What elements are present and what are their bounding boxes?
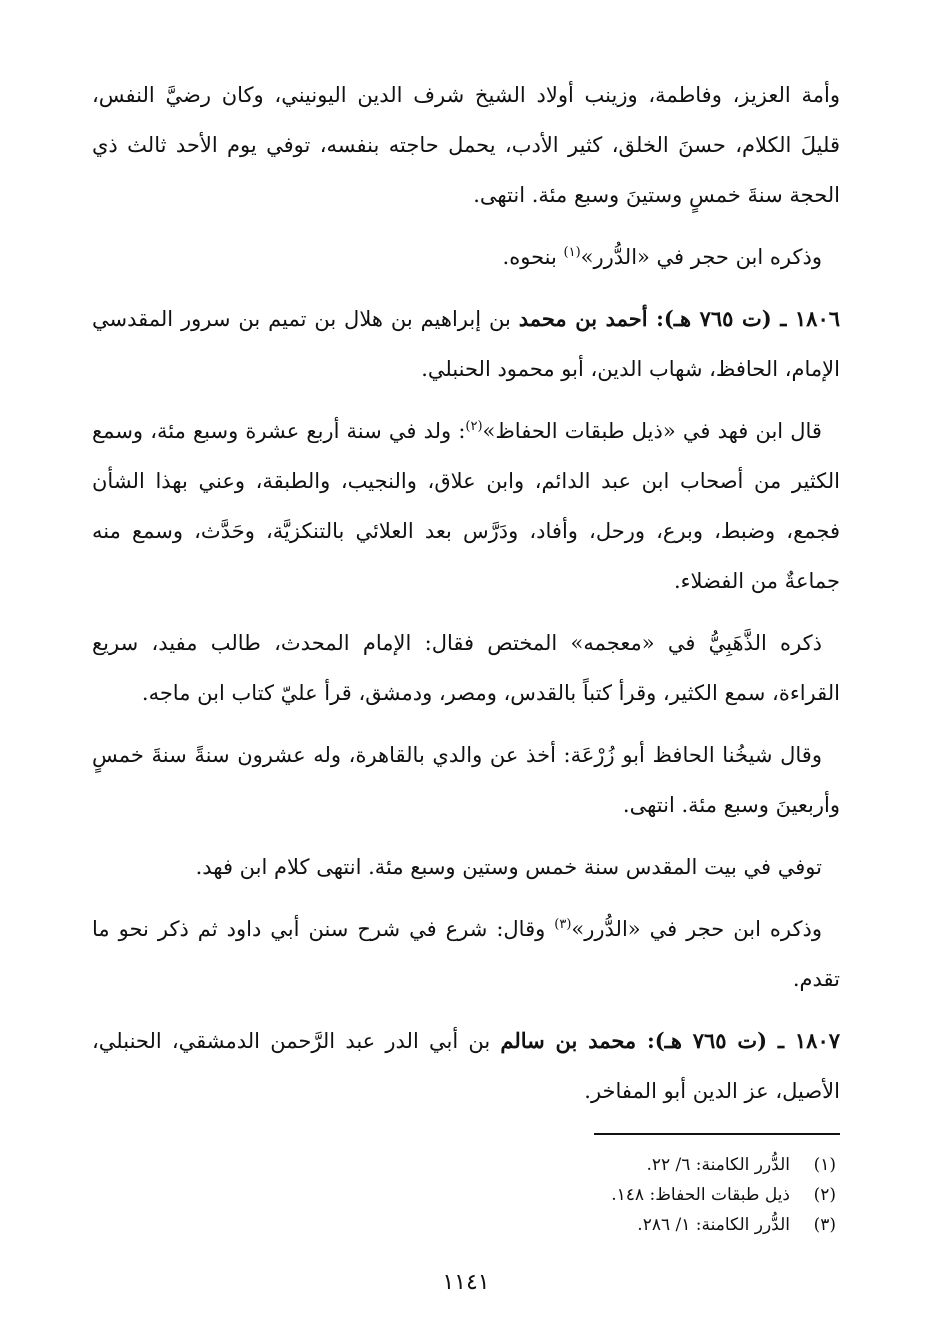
entry-1807-text: بن أبي الدر عبد الرَّحمن الدمشقي، الحنبلي، الأصيل، عز الدين أبو المفاخر. [92,1029,840,1103]
paragraph-7: توفي في بيت المقدس سنة خمس وستين وسبع مئة. انتهى كلام ابن فهد. [195,855,822,879]
paragraph-4-end: : ولد في سنة أربع عشرة وسبع مئة، وسمع الكثير من أصحاب ابن عبد الدائم، وابن علاق، والنجيب، والطبقة، وعني بهذا الشأن فجمع، وضبط، وبرع، ورحل، وأفاد، ودَرَّس بعد العلائي بالتنكزيَّة، وحَدَّث، وسمع منه جماعةٌ من الفضلاء. [92,419,840,593]
entry-1807 [92,1016,840,1116]
paragraph-8-text: وذكره ابن حجر في «الدُّرر» [571,917,822,941]
entry-1806-text: بن إبراهيم بن هلال بن تميم بن سرور المقدسي الإمام، الحافظ، شهاب الدين، أبو محمود الحنبلي. [92,307,840,381]
paragraph-2 [92,232,840,282]
footnote-number: (٣) [813,1215,836,1235]
footnote-text: الدُّرر الكامنة: ١/ ٢٨٦. [637,1215,790,1235]
entry-1806 [92,294,840,394]
paragraph-6: وقال شيخُنا الحافظ أبو زُرْعَة: أخذ عن والدي بالقاهرة، وله عشرون سنةً سنةَ خمسٍ وأربعينَ وسبع مئة. انتهى. [92,743,840,817]
footnote-divider [594,1133,840,1135]
footnote-ref-1: (١) [563,245,581,260]
paragraph-8 [92,904,840,1004]
paragraph-4-text: قال ابن فهد في «ذيل طبقات الحفاظ» [482,419,822,443]
entry-1807-heading: ١٨٠٧ ـ (ت ٧٦٥ هـ): محمد بن سالم [500,1028,841,1053]
footnote-text: الدُّرر الكامنة: ٦/ ٢٢. [646,1155,790,1175]
page-number: ١١٤١ [442,1270,490,1295]
paragraph-4 [92,406,840,606]
entry-1806-heading: ١٨٠٦ ـ (ت ٧٦٥ هـ): أحمد بن محمد [518,306,841,331]
paragraph-5: ذكره الذَّهَبِيُّ في «معجمه» المختص فقال: الإمام المحدث، طالب مفيد، سريع القراءة، سمع الكثير، وقرأ كتباً بالقدس، ومصر، ودمشق، قرأ عليّ كتاب ابن ماجه. [92,631,840,705]
footnote-number: (٢) [813,1185,836,1205]
footnote-ref-2: (٢) [465,419,483,434]
paragraph-2-text: وذكره ابن حجر في «الدُّرر» [580,245,822,269]
footnote-1 [92,1150,836,1180]
footnote-number: (١) [813,1155,836,1175]
footnote-3 [92,1210,836,1240]
paragraph-1: وأمة العزيز، وفاطمة، وزينب أولاد الشيخ شرف الدين اليونيني، وكان رضيَّ النفس، قليلَ الكلام، حسنَ الخلق، كثير الأدب، يحمل حاجته بنفسه، توفي يوم الأحد ثالث ذي الحجة سنةَ خمسٍ وستينَ وسبع مئة. انتهى. [92,83,840,207]
paragraph-2-end: بنحوه. [502,245,564,269]
footnote-ref-3: (٣) [554,917,572,932]
footnotes [92,1150,836,1240]
main-text [92,70,840,1128]
footnote-2 [92,1180,836,1210]
paragraph-8-end: وقال: شرع في شرح سنن أبي داود ثم ذكر نحو ما تقدم. [92,917,840,991]
footnote-text: ذيل طبقات الحفاظ: ١٤٨. [611,1185,790,1205]
